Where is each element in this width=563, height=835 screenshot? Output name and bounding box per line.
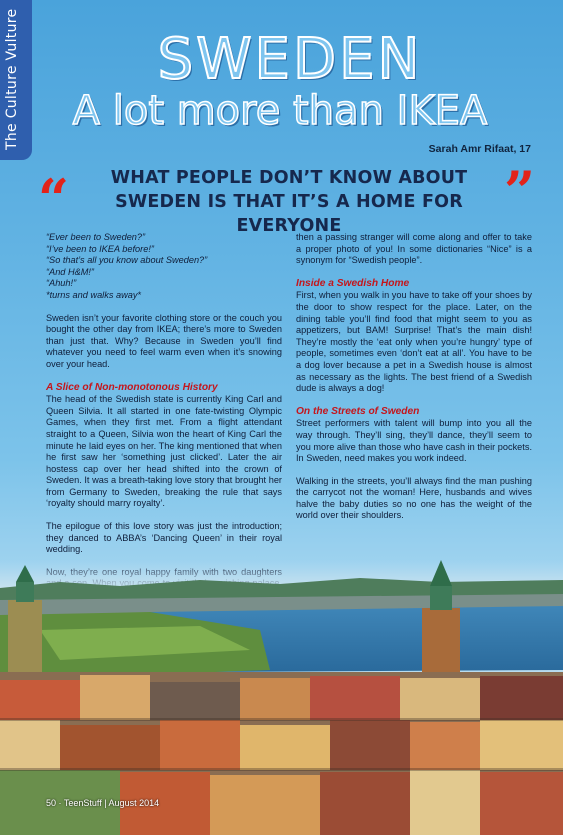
streets-paragraph: Walking in the streets, you’ll always find the man pushing the carrycot not the woman! Here, husbands and wives halve the baby duties so no one has the weight of the world over their shoulders. — [296, 475, 532, 521]
open-quote-icon: “ — [38, 167, 70, 231]
pull-quote: WHAT PEOPLE DON’T KNOW ABOUT SWEDEN IS THAT IT’S A HOME FOR EVERYONE — [110, 168, 468, 236]
section-heading-home: Inside a Swedish Home — [296, 277, 410, 289]
title-subtitle: A lot more than IKEA — [72, 88, 488, 134]
streets-paragraph: Street performers with talent will bump into you all the way through. They’ll sing, they’ll dance, they’ll seem to you more alive than those who have cash in their pockets. In Sweden, need makes you work indeed. — [296, 418, 532, 464]
page-footer: 50 · TeenStuff | August 2014 — [46, 798, 160, 808]
section-tab-label: The Culture Vulture — [4, 8, 20, 150]
history-paragraph: The epilogue of this love story was just the introduction; they danced to ABBA’s ‘Dancing Queen’ in their royal wedding. — [46, 521, 282, 555]
dialogue-line: “I’ve been to IKEA before!” — [46, 243, 154, 254]
intro-paragraph: Sweden isn’t your favorite clothing store or the couch you bought the other day from IKEA; there’s more to Sweden than just that. Why? Because in Sweden you’ll find whatever you need to feel warm even when it’s snowing over your head. — [46, 312, 282, 369]
dialogue-line: “So that’s all you know about Sweden?” — [46, 255, 208, 266]
stockholm-cityscape-photo — [0, 560, 563, 835]
section-tab — [0, 0, 32, 160]
section-heading-streets: On the Streets of Sweden — [296, 405, 420, 417]
title-main: SWEDEN — [157, 27, 423, 92]
section-heading-history: A Slice of Non-monotonous History — [46, 381, 218, 393]
dialogue-line: *turns and walks away* — [46, 289, 141, 300]
dialogue-line: “Ahuh!” — [46, 278, 77, 289]
history-paragraph: The head of the Swedish state is currently King Carl and Queen Silvia. It all started in one fate-twisting Olympic Games, when they first met. From a flight attendant straight to a Queen, Silvia won the heart of King Carl the minute he laid eyes on her. The king mentioned that when he first saw her ‘something just clicked’. Later the air hostess cap over her head shifted into the crown of Sweden. It was a breath-taking love story that brought her from Germany to Sweden, breaking the rule that says ‘royalty should marry royalty’. — [46, 394, 282, 509]
opening-dialogue — [46, 232, 282, 302]
dialogue-line: “And H&M!” — [46, 266, 94, 277]
article-column-right — [296, 232, 532, 533]
author-byline: Sarah Amr Rifaat, 17 — [428, 143, 531, 155]
dialogue-line: “Ever been to Sweden?” — [46, 232, 146, 242]
home-paragraph: First, when you walk in you have to take off your shoes by the door to show respect for the place. Later, on the dining table you’ll find food that might seem to you as appetizers, but BAM! Surprise! That’s the main dish! They’re mostly the ‘eat only when you’re hungry’ type of people, sometimes even ‘don’t eat at all’. You have to be a dog lover because a pet in a Swedish house is almost as necessary as the lights. The best friend of a Swedish dude is always a dog! — [296, 290, 532, 394]
close-quote-icon: ” — [504, 159, 536, 223]
continuation-paragraph: then a passing stranger will come along and offer to take a proper photo of you! In some dictionaries “Nice” is a synonym for “Swedish people”. — [296, 232, 532, 266]
